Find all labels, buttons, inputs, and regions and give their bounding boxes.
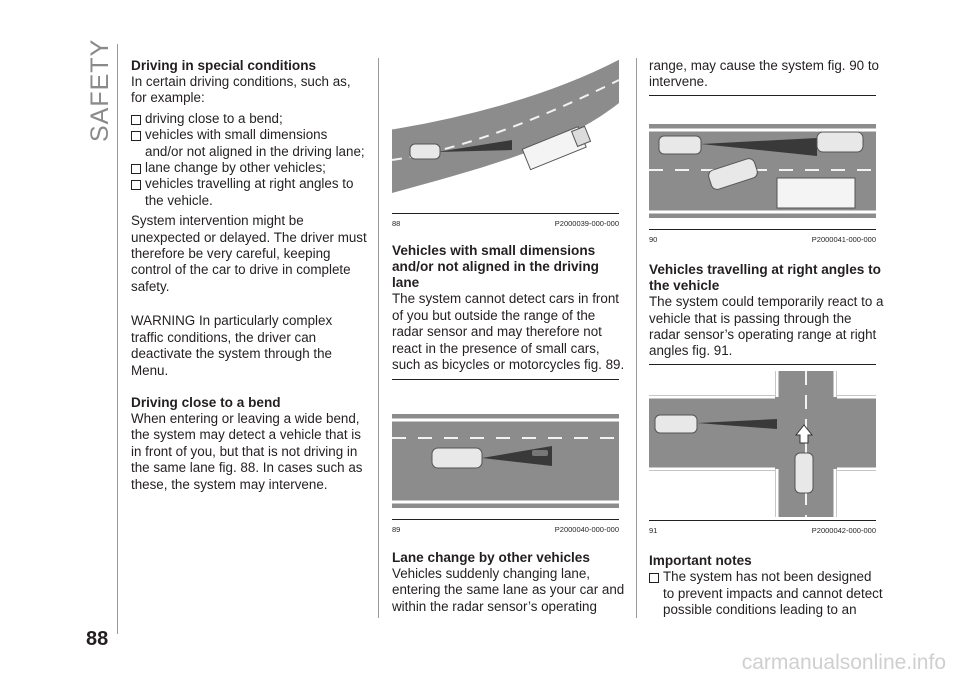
figure-code: P2000041-000-000 <box>811 234 876 244</box>
figure-number: 90 <box>649 234 658 244</box>
figure-90-caption <box>649 229 876 248</box>
column-divider <box>378 58 379 618</box>
figure-91 <box>649 364 876 539</box>
bullet-item: driving close to a bend; <box>131 111 367 127</box>
heading-bend: Driving close to a bend <box>131 394 281 410</box>
column-divider <box>636 58 637 618</box>
figure-90 <box>649 95 876 248</box>
figure-90-illustration <box>649 102 876 226</box>
figure-number: 89 <box>392 525 401 535</box>
figure-88 <box>392 58 619 232</box>
right-angles-text: The system could temporarily react to a vehicle that is passing through the radar sensor’s operating range at right angles fig. 91. <box>649 294 884 359</box>
watermark: carmanualsonline.info <box>741 651 946 674</box>
bend-text: When entering or leaving a wide bend, the system may detect a vehicle that is in front of you, but that is not driving in the same lane fig. 88. In cases such as these, the system may intervene. <box>131 410 363 492</box>
heading-special-conditions: Driving in special conditions <box>131 58 317 73</box>
heading-lane-change: Lane change by other vehicles <box>392 549 590 565</box>
section-label: SAFETY <box>86 38 114 142</box>
bullet-item: The system has not been designed to prevent impacts and cannot detect possible conditions leading to an <box>649 569 885 618</box>
figure-89 <box>392 379 619 538</box>
figure-code: P2000040-000-000 <box>554 525 619 535</box>
lane-change-text: Vehicles suddenly changing lane, entering the same lane as your car and within the radar sensor’s operating <box>392 565 625 614</box>
figure-code: P2000042-000-000 <box>811 525 876 535</box>
warning-text: WARNING In particularly complex traffic conditions, the driver can deactivate the system through the Menu. <box>131 313 333 378</box>
figure-number: 91 <box>649 525 658 535</box>
figure-91-caption <box>649 520 876 539</box>
column-2 <box>392 58 628 615</box>
bullet-item: vehicles travelling at right angles to the vehicle. <box>131 176 367 209</box>
figure-number: 88 <box>392 219 401 228</box>
continued-text: range, may cause the system fig. 90 to intervene. <box>649 58 879 90</box>
column-1 <box>131 58 367 493</box>
page-number: 88 <box>86 628 109 650</box>
heading-small-vehicles: Vehicles with small dimensions and/or not aligned in the driving lane <box>392 243 599 291</box>
heading-right-angles: Vehicles travelling at right angles to the vehicle <box>649 262 881 294</box>
figure-code: P2000039-000-000 <box>554 219 619 228</box>
intro-text: In certain driving conditions, such as, for example: <box>131 74 351 106</box>
figure-89-illustration <box>392 386 619 516</box>
intervention-text: System intervention might be unexpected or delayed. The driver must therefore be very careful, keeping control of the car to drive in complete safety. <box>131 213 367 294</box>
figure-91-illustration <box>649 371 876 517</box>
side-rule <box>117 44 118 634</box>
column-3 <box>649 58 885 618</box>
figure-88-illustration <box>392 58 619 210</box>
heading-important-notes: Important notes <box>649 553 752 569</box>
bullet-item: lane change by other vehicles; <box>131 160 367 176</box>
bullet-item: vehicles with small dimensions and/or not aligned in the driving lane; <box>131 127 367 160</box>
figure-89-caption <box>392 519 619 538</box>
figure-88-caption <box>392 213 619 232</box>
small-vehicles-text: The system cannot detect cars in front of you but outside the range of the radar sensor and may therefore not react in the presence of small cars, such as bicycles or motorcycles fig. 89. <box>392 291 625 373</box>
